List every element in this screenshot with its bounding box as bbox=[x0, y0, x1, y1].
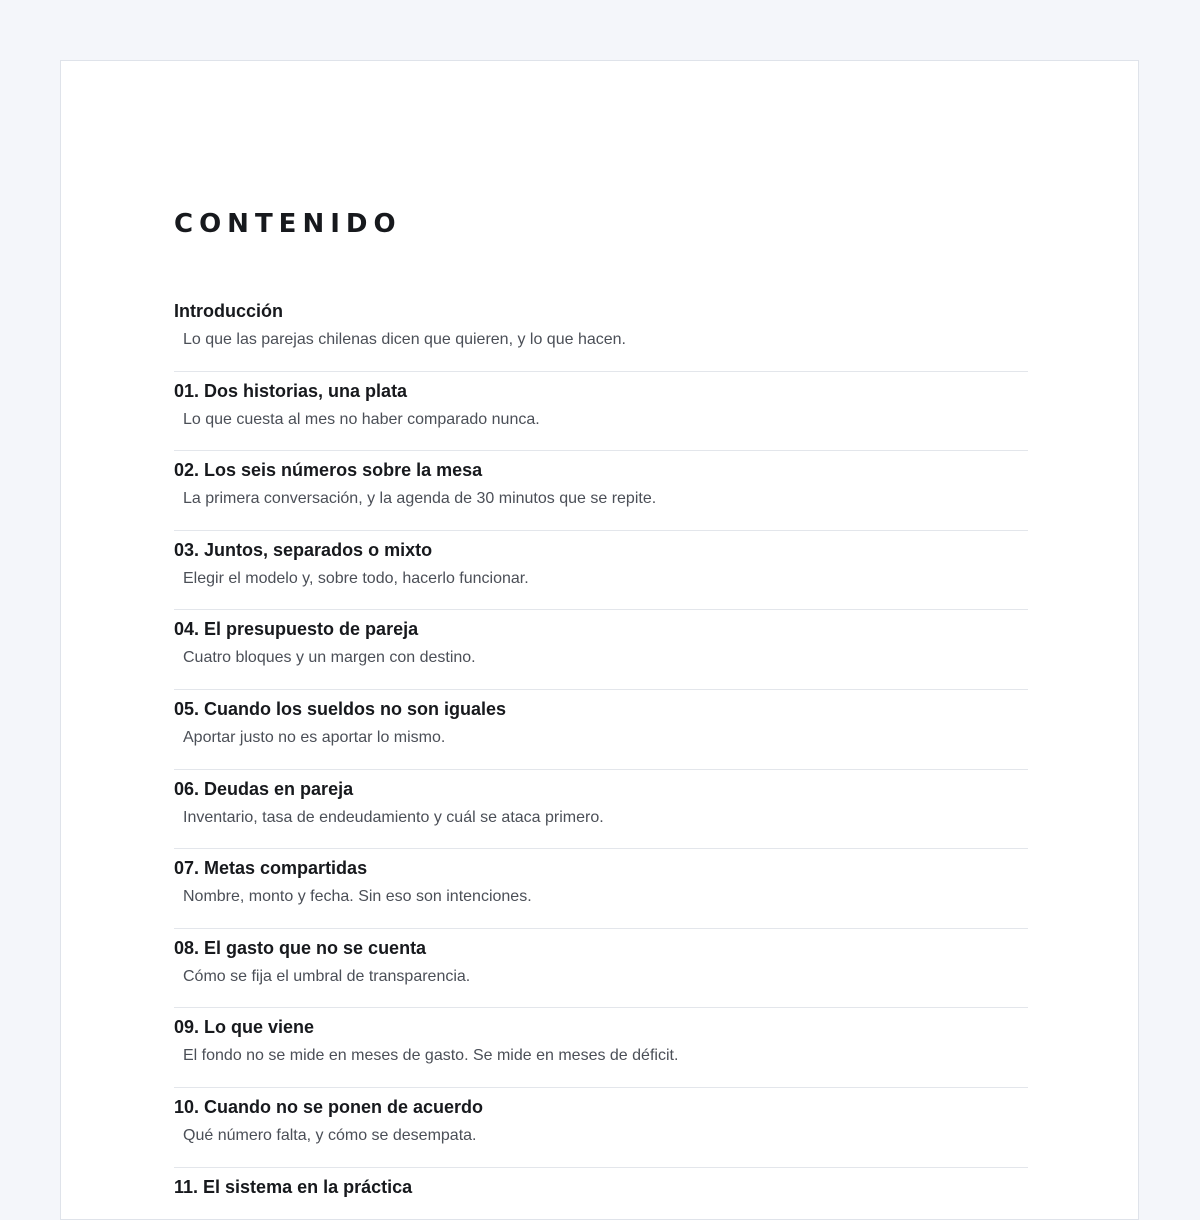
table-of-contents bbox=[174, 208, 1028, 1220]
toc-heading: CONTENIDO bbox=[174, 209, 402, 239]
toc-entry-subtitle: Cómo se fija el umbral de transparencia. bbox=[183, 967, 471, 985]
toc-entry[interactable] bbox=[174, 1008, 1028, 1088]
toc-entry-title: 05. Cuando los sueldos no son iguales bbox=[174, 698, 507, 719]
toc-entry-subtitle: La primera conversación, y la agenda de 30 minutos que se repite. bbox=[183, 490, 657, 508]
toc-entry-title: 08. El gasto que no se cuenta bbox=[174, 937, 427, 958]
toc-entry[interactable] bbox=[174, 849, 1028, 929]
toc-entry[interactable] bbox=[174, 610, 1028, 690]
toc-entry-title: 09. Lo que viene bbox=[174, 1017, 315, 1038]
toc-entry[interactable] bbox=[174, 690, 1028, 770]
toc-entry-title: Introducción bbox=[174, 301, 283, 321]
toc-entry-subtitle: Qué número falta, y cómo se desempata. bbox=[183, 1126, 477, 1144]
toc-entry-subtitle: Elegir el modelo y, sobre todo, hacerlo funcionar. bbox=[183, 569, 529, 587]
document-page bbox=[60, 60, 1139, 1220]
toc-entry[interactable] bbox=[174, 929, 1028, 1009]
toc-entry[interactable] bbox=[174, 531, 1028, 611]
toc-entry-subtitle: El fondo no se mide en meses de gasto. Se mide en meses de déficit. bbox=[183, 1047, 679, 1065]
toc-entry[interactable] bbox=[174, 451, 1028, 531]
toc-entry[interactable] bbox=[174, 770, 1028, 850]
toc-entry-title: 11. El sistema en la práctica bbox=[174, 1176, 413, 1197]
toc-entry-title: 01. Dos historias, una plata bbox=[174, 380, 408, 401]
toc-entry-subtitle: Aportar justo no es aportar lo mismo. bbox=[183, 728, 446, 746]
toc-entry[interactable] bbox=[174, 1168, 1028, 1220]
toc-entry-subtitle: Cuatro bloques y un margen con destino. bbox=[183, 649, 476, 667]
toc-entry[interactable] bbox=[174, 292, 1028, 372]
toc-entry-subtitle: Inventario, tasa de endeudamiento y cuál se ataca primero. bbox=[183, 808, 604, 826]
toc-entry[interactable] bbox=[174, 372, 1028, 452]
toc-list bbox=[174, 292, 1028, 1220]
toc-entry-title: 03. Juntos, separados o mixto bbox=[174, 539, 433, 560]
toc-entry-title: 04. El presupuesto de pareja bbox=[174, 619, 419, 640]
toc-entry-subtitle: Nombre, monto y fecha. Sin eso son intenciones. bbox=[183, 888, 532, 906]
toc-entry-title: 07. Metas compartidas bbox=[174, 858, 368, 879]
toc-entry-subtitle: Lo que cuesta al mes no haber comparado nunca. bbox=[183, 410, 540, 428]
toc-entry-title: 10. Cuando no se ponen de acuerdo bbox=[174, 1096, 484, 1117]
toc-entry-subtitle: Lo que las parejas chilenas dicen que quieren, y lo que hacen. bbox=[183, 331, 626, 348]
toc-entry[interactable] bbox=[174, 1088, 1028, 1168]
toc-entry-title: 06. Deudas en pareja bbox=[174, 778, 354, 799]
toc-entry-title: 02. Los seis números sobre la mesa bbox=[174, 460, 483, 481]
